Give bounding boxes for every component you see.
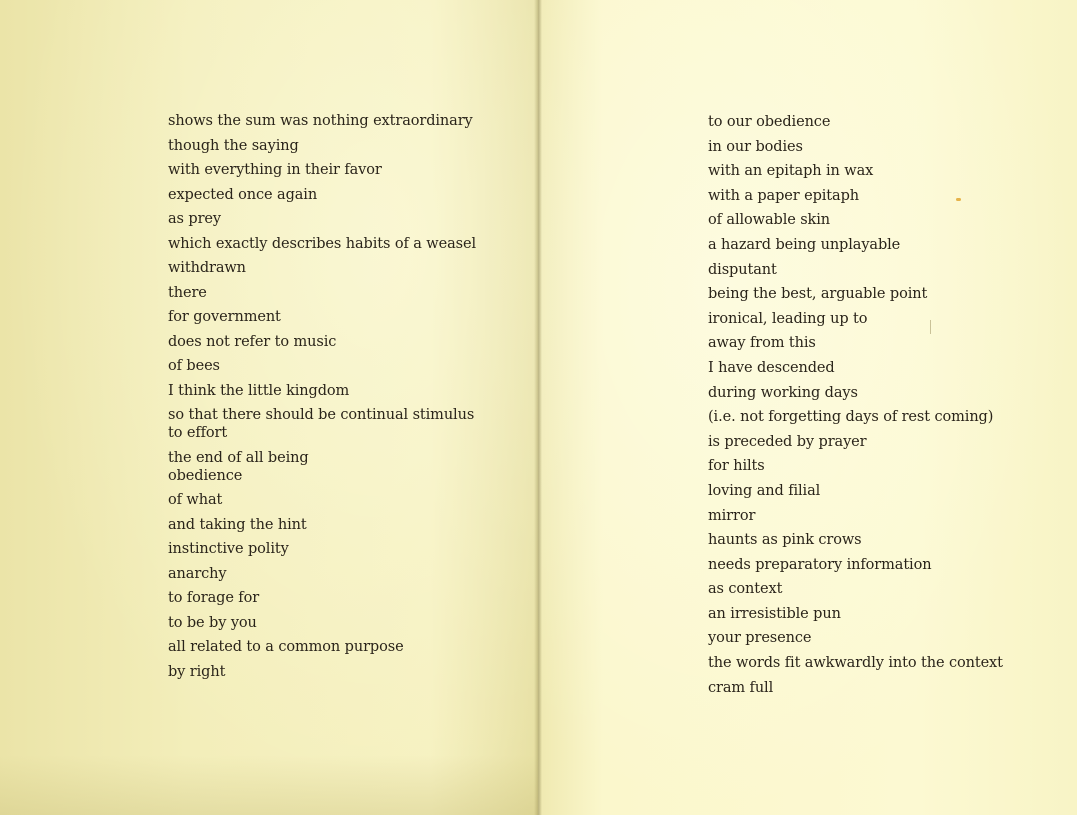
- right-page-line: I have descended: [708, 359, 835, 376]
- right-page-line: being the best, arguable point: [708, 286, 928, 303]
- right-page-line: with a paper epitaph: [708, 187, 860, 204]
- left-page-line: as prey: [168, 211, 221, 227]
- book-gutter: [534, 0, 542, 815]
- right-page-line: disputant: [708, 261, 777, 278]
- right-page-line: ironical, leading up to: [708, 310, 868, 327]
- right-page-line: for hilts: [708, 458, 765, 475]
- left-page-line: shows the sum was nothing extraordinary: [168, 113, 473, 129]
- left-page-line: with everything in their favor: [168, 162, 382, 178]
- right-page-line: mirror: [708, 507, 756, 524]
- left-page-line: withdrawn: [168, 260, 246, 276]
- left-page: [0, 0, 538, 815]
- paper-mark: [930, 320, 931, 334]
- left-page-line: instinctive polity: [168, 541, 289, 557]
- left-page-line: and taking the hint: [168, 516, 307, 533]
- right-page-line: in our bodies: [708, 138, 803, 155]
- left-page-line: by right: [168, 663, 226, 680]
- left-page-text: [168, 112, 508, 687]
- right-page-line: the words fit awkwardly into the context: [708, 655, 1003, 672]
- left-page-line: expected once again: [168, 186, 318, 203]
- left-page-shadow: [0, 755, 538, 815]
- left-page-line: of what: [168, 492, 223, 508]
- left-page-line: the end of all being obedience: [168, 449, 309, 484]
- left-page-line: I think the little kingdom: [168, 382, 350, 399]
- left-page-line: does not refer to music: [168, 333, 337, 350]
- right-page-text: [708, 113, 1048, 703]
- left-page-line: which exactly describes habits of a weasel: [168, 235, 476, 252]
- right-page-line: away from this: [708, 335, 816, 352]
- right-page-line: as context: [708, 581, 783, 598]
- right-page-line: needs preparatory information: [708, 556, 932, 573]
- right-page-line: to our obedience: [708, 114, 831, 130]
- left-page-line: there: [168, 284, 207, 301]
- left-page-line: to be by you: [168, 614, 257, 631]
- left-page-line: all related to a common purpose: [168, 639, 404, 655]
- paper-speck: [956, 198, 961, 201]
- right-page-line: an irresistible pun: [708, 605, 841, 622]
- left-page-line: though the saying: [168, 137, 299, 154]
- right-page-line: (i.e. not forgetting days of rest coming): [708, 409, 994, 426]
- right-page-line: with an epitaph in wax: [708, 163, 874, 180]
- left-page-line: for government: [168, 309, 281, 325]
- right-page-line: cram full: [708, 679, 774, 696]
- left-page-line: to forage for: [168, 590, 260, 606]
- right-page-line: haunts as pink crows: [708, 532, 862, 549]
- left-page-line: so that there should be continual stimulus to effort: [168, 407, 475, 441]
- left-page-line: anarchy: [168, 565, 227, 582]
- right-page: [538, 0, 1077, 815]
- right-page-line: of allowable skin: [708, 212, 831, 229]
- right-page-line: your presence: [708, 630, 812, 647]
- right-page-line: is preceded by prayer: [708, 433, 867, 450]
- right-page-line: during working days: [708, 384, 858, 401]
- right-page-line: loving and filial: [708, 482, 821, 499]
- right-page-line: a hazard being unplayable: [708, 236, 901, 253]
- left-page-line: of bees: [168, 358, 220, 374]
